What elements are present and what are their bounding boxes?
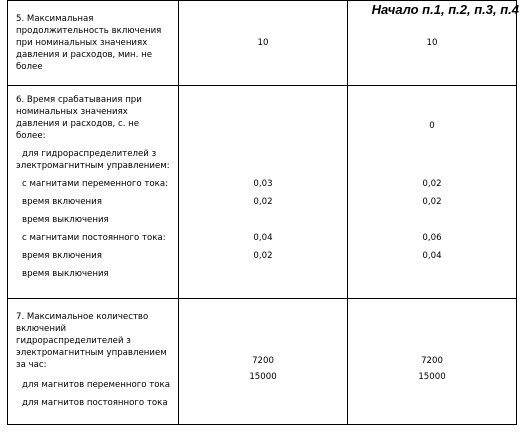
value-text: 0: [429, 121, 435, 131]
row-label-line: давления и расходов, мин. не: [16, 50, 153, 60]
row-label-line: за час:: [16, 360, 47, 370]
value-text: 10: [257, 38, 269, 48]
row-label-line: 7. Максимальное количество: [16, 312, 149, 322]
value-text: 7200: [252, 356, 274, 366]
row-label-line: гидрораспределителей з: [16, 336, 131, 346]
row-label-cell: [8, 299, 179, 425]
row-label-line: 5. Максимальная: [16, 14, 94, 24]
value-text: 10: [426, 38, 438, 48]
row-label-line: время выключения: [22, 215, 109, 225]
value-text: 0,06: [422, 233, 442, 243]
value-cell: [179, 299, 348, 425]
value-cell: [179, 86, 348, 299]
row-label-line: 6. Время срабатывания при: [16, 95, 142, 105]
row-label-line: номинальных значениях: [16, 107, 128, 117]
row-label-cell: [8, 1, 179, 86]
value-text: 7200: [421, 356, 443, 366]
value-cell: [348, 1, 517, 86]
row-label-line: более:: [16, 131, 46, 141]
value-text: 15000: [249, 372, 277, 382]
value-text: 15000: [418, 372, 446, 382]
row-label-line: более: [16, 62, 43, 72]
row-label-line: продолжительность включения: [16, 26, 162, 36]
row-label-line: время включения: [22, 251, 102, 261]
value-text: 0,02: [253, 251, 273, 261]
row-label-line: время включения: [22, 197, 102, 207]
row-label-line: для магнитов постоянного тока: [22, 398, 168, 408]
value-text: 0,02: [422, 179, 442, 189]
value-text: 0,02: [253, 197, 273, 207]
row-label-cell: [8, 86, 179, 299]
value-text: 0,04: [253, 233, 273, 243]
value-cell: [348, 299, 517, 425]
value-text: 0,04: [422, 251, 442, 261]
row-label-line: с магнитами постоянного тока:: [22, 233, 166, 243]
value-text: 0,03: [253, 179, 273, 189]
row-label-line: для гидрораспределителей з: [22, 149, 157, 159]
table-row: [8, 86, 517, 299]
table-row: [8, 299, 517, 425]
row-label-line: включений: [16, 324, 67, 334]
row-label-line: электромагнитным управлением:: [16, 161, 170, 171]
header-note: Начало п.1, п.2, п.3, п.4: [371, 2, 519, 17]
value-cell: [179, 1, 348, 86]
row-label-line: для магнитов переменного тока: [22, 380, 171, 390]
row-label-line: давления и расходов, с. не: [16, 119, 140, 129]
value-text: 0,02: [422, 197, 442, 207]
table-row: [8, 1, 517, 86]
row-label-line: при номинальных значениях: [16, 38, 148, 48]
value-cell: [348, 86, 517, 299]
spec-table: [7, 0, 517, 425]
row-label-line: время выключения: [22, 269, 109, 279]
row-label-line: с магнитами переменного тока:: [22, 179, 169, 189]
row-label-line: электромагнитным управлением: [16, 348, 167, 358]
